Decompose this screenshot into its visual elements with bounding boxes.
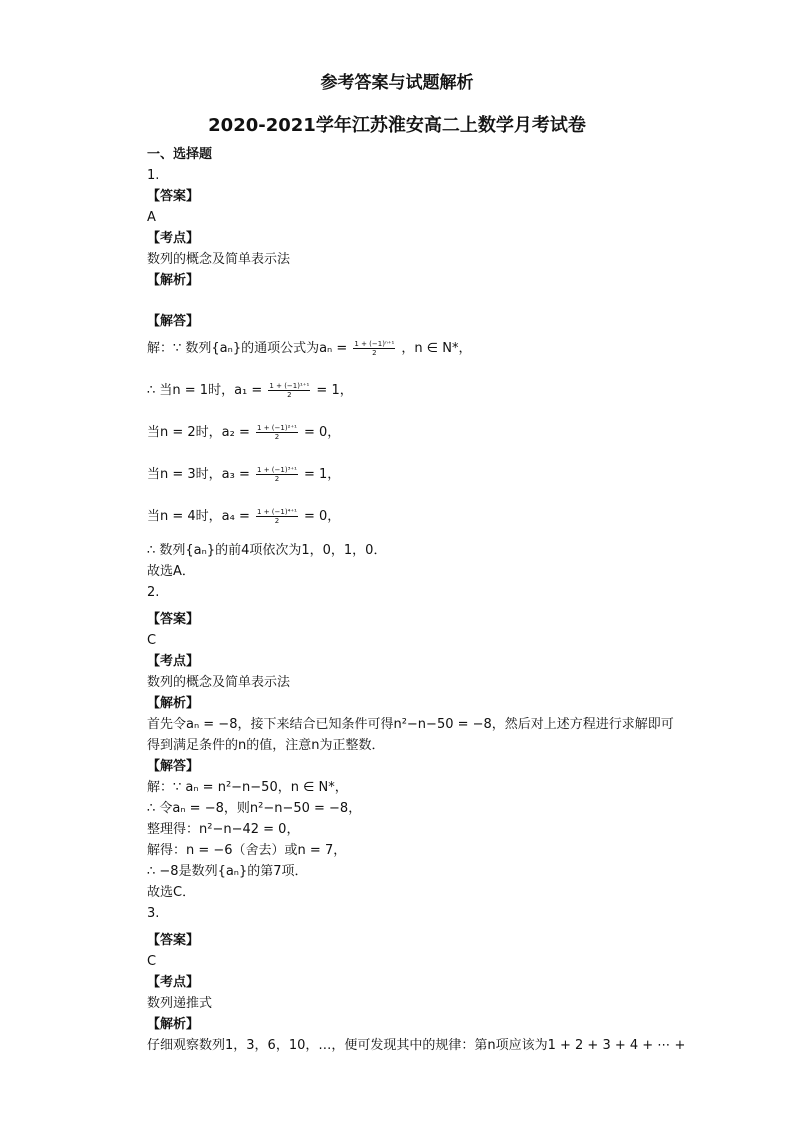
solution-line [147,424,340,442]
solution-text: = 1， [304,467,341,482]
solution-line: ∴ 令aₙ = −8，则n²−n−50 = −8， [147,801,362,816]
analysis-label: 【解析】 [147,273,200,288]
question-number: 2. [147,585,160,600]
analysis-text: 仔细观察数列1，3，6，10，…，便可发现其中的规律：第n项应该为1 + 2 + 3 + 4 + ⋯ + [147,1038,686,1053]
solution-line [147,382,353,400]
fraction-denominator: 2 [274,475,280,483]
point-label: 【考点】 [147,231,200,246]
analysis-text: 首先令aₙ = −8，接下来结合已知条件可得n²−n−50 = −8，然后对上述方程进行求解即可 [147,717,674,732]
fraction [256,424,298,441]
solution-text: 解：∵ 数列{aₙ}的通项公式为aₙ = [147,341,348,356]
solution-text: = 1， [316,383,353,398]
answer-value: C [147,954,157,969]
fraction-denominator: 2 [274,433,280,441]
fraction-numerator: 1 + (−1)¹⁺¹ [269,382,310,390]
fraction-denominator: 2 [372,349,377,357]
solution-line [147,466,340,484]
solution-text: 当n = 3时，a₃ = [147,467,250,482]
fraction-numerator: 1 + (−1)³⁺¹ [257,466,297,474]
solution-line [147,340,471,358]
analysis-label: 【解析】 [147,1017,200,1032]
analysis-label: 【解析】 [147,696,200,711]
solution-text: 当n = 2时，a₂ = [147,425,250,440]
analysis-text: 得到满足条件的n的值，注意n为正整数． [147,738,385,753]
answer-label: 【答案】 [147,933,200,948]
answer-label: 【答案】 [147,189,200,204]
point-value: 数列的概念及简单表示法 [147,252,291,267]
solution-line: 故选A． [147,564,195,579]
question-number: 1. [147,168,160,183]
fraction-numerator: 1 + (−1)²⁺¹ [257,424,297,432]
fraction [256,466,298,483]
point-value: 数列的概念及简单表示法 [147,675,291,690]
answer-label: 【答案】 [147,612,200,627]
solution-line: ∴ 数列{aₙ}的前4项依次为1，0，1，0． [147,543,387,558]
solution-text: ，n ∈ N*， [401,341,472,356]
fraction-numerator: 1 + (−1)ⁿ⁺¹ [354,340,395,348]
solution-label: 【解答】 [147,759,200,774]
solution-text: 当n = 4时，a₄ = [147,509,250,524]
solution-text: = 0， [304,425,341,440]
solution-line [147,508,340,526]
answer-value: A [147,210,156,225]
solution-line: 整理得：n²−n−42 = 0， [147,822,300,837]
fraction [256,508,298,525]
fraction-denominator: 2 [274,517,280,525]
point-value: 数列递推式 [147,996,213,1011]
exam-title: 2020-2021学年江苏淮安高二上数学月考试卷 [208,115,586,136]
point-label: 【考点】 [147,654,200,669]
solution-line: 解得：n = −6（舍去）或n = 7， [147,843,347,858]
question-number: 3. [147,906,160,921]
point-label: 【考点】 [147,975,200,990]
fraction [353,340,395,357]
solution-text: = 0， [304,509,341,524]
section-heading: 一、选择题 [147,147,213,162]
solution-text: ∴ 当n = 1时，a₁ = [147,383,263,398]
answer-value: C [147,633,157,648]
fraction [268,382,310,399]
fraction-denominator: 2 [287,391,292,399]
solution-line: ∴ −8是数列{aₙ}的第7项． [147,864,308,879]
solution-label: 【解答】 [147,314,200,329]
page-title: 参考答案与试题解析 [320,73,474,93]
solution-line: 故选C． [147,885,196,900]
solution-line: 解：∵ aₙ = n²−n−50，n ∈ N*， [147,780,348,795]
fraction-numerator: 1 + (−1)⁴⁺¹ [257,508,297,516]
